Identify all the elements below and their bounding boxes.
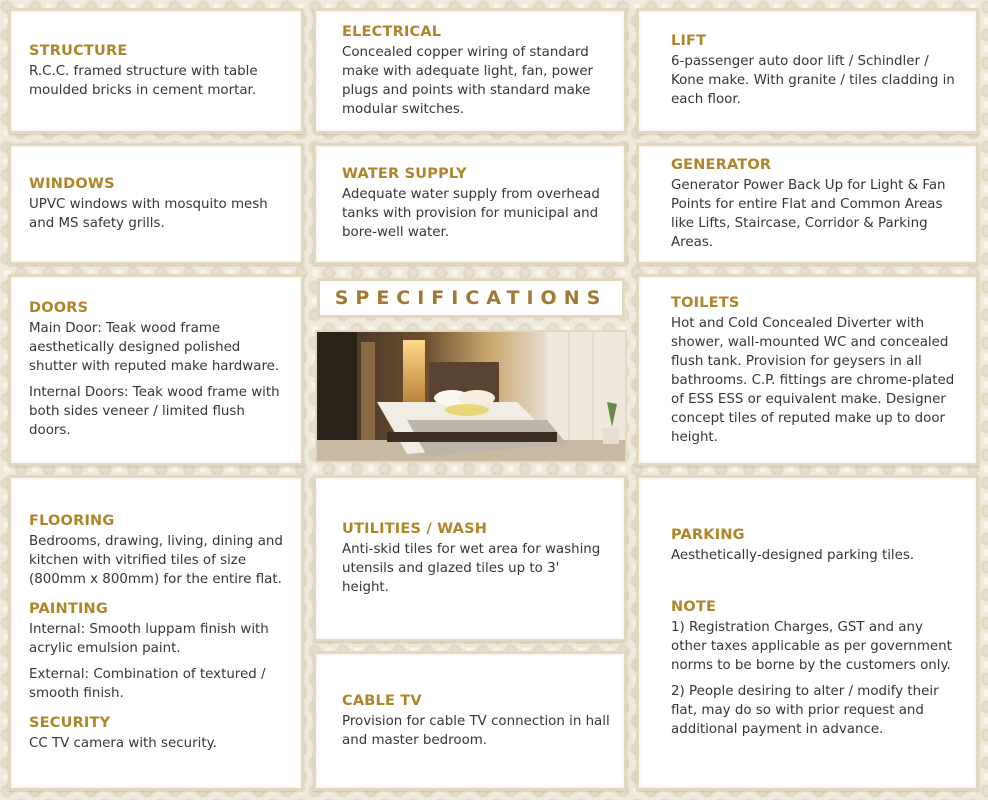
toilets-text: Hot and Cold Concealed Diverter with shower, wall-mounted WC and concealed flush tank. Provision for geysers in all bathrooms. C.P. fittings are chrome-plated of ESS ESS or equivalent make. Designer concept tiles of reputed make up to door height.: [671, 316, 955, 445]
cable-tv-card: [313, 651, 627, 791]
bedroom-photo: [315, 330, 627, 463]
water-supply-card: [313, 143, 627, 265]
windows-card: [8, 143, 304, 265]
note-item-1: 1) Registration Charges, GST and any other taxes applicable as per government norms to be borne by the customers only.: [671, 620, 952, 673]
toilets-card: [636, 274, 979, 466]
electrical-heading: ELECTRICAL: [342, 23, 442, 40]
windows-heading: WINDOWS: [29, 175, 115, 192]
structure-text: R.C.C. framed structure with table moulded bricks in cement mortar.: [29, 63, 258, 98]
painting-external-text: External: Combination of textured / smooth finish.: [29, 667, 266, 701]
generator-heading: GENERATOR: [671, 156, 772, 173]
toilets-heading: TOILETS: [671, 295, 740, 311]
painting-heading: PAINTING: [29, 601, 108, 617]
parking-note-card: [636, 475, 979, 791]
flooring-card: [8, 475, 304, 791]
utilities-heading: UTILITIES / WASH: [342, 520, 488, 537]
structure-heading: STRUCTURE: [29, 42, 128, 59]
structure-card: [8, 8, 304, 134]
parking-heading: PARKING: [671, 527, 745, 543]
doors-heading: DOORS: [29, 300, 89, 316]
doors-main-text: Main Door: Teak wood frame aesthetically designed polished shutter with reputed make hardware.: [29, 321, 280, 374]
generator-text: Generator Power Back Up for Light & Fan Points for entire Flat and Common Areas like Lifts, Staircase, Corridor & Parking Areas.: [671, 177, 946, 250]
water-supply-text: Adequate water supply from overhead tanks with provision for municipal and bore-well water.: [342, 187, 600, 240]
parking-text: Aesthetically-designed parking tiles.: [671, 548, 915, 563]
lift-card: [636, 8, 979, 134]
doors-card: [8, 274, 304, 466]
utilities-card: [313, 475, 627, 642]
doors-internal-text: Internal Doors: Teak wood frame with both sides veneer / limited flush doors.: [29, 385, 280, 438]
electrical-card: [313, 8, 627, 134]
cable-tv-text: Provision for cable TV connection in hall and master bedroom.: [342, 713, 610, 748]
page-title: SPECIFICATIONS: [317, 278, 625, 318]
windows-text: UPVC windows with mosquito mesh and MS safety grills.: [29, 196, 268, 231]
flooring-heading: FLOORING: [29, 513, 115, 529]
flooring-text: Bedrooms, drawing, living, dining and kitchen with vitrified tiles of size (800mm x 800mm) for the entire flat.: [29, 534, 283, 587]
security-text: CC TV camera with security.: [29, 736, 217, 751]
security-heading: SECURITY: [29, 715, 111, 731]
painting-internal-text: Internal: Smooth luppam finish with acrylic emulsion paint.: [29, 622, 269, 656]
cable-tv-heading: CABLE TV: [342, 692, 422, 709]
note-heading: NOTE: [671, 599, 717, 615]
generator-card: [636, 143, 979, 265]
utilities-text: Anti-skid tiles for wet area for washing utensils and glazed tiles up to 3' height.: [342, 541, 601, 595]
water-supply-heading: WATER SUPPLY: [342, 166, 467, 182]
note-item-2: 2) People desiring to alter / modify their flat, may do so with prior request and additional payment in advance.: [671, 684, 939, 737]
lift-heading: LIFT: [671, 33, 707, 49]
lift-text: 6-passenger auto door lift / Schindler / Kone make. With granite / tiles cladding in each floor.: [671, 54, 955, 107]
electrical-text: Concealed copper wiring of standard make with adequate light, fan, power plugs and points with standard make modular switches.: [342, 44, 594, 117]
